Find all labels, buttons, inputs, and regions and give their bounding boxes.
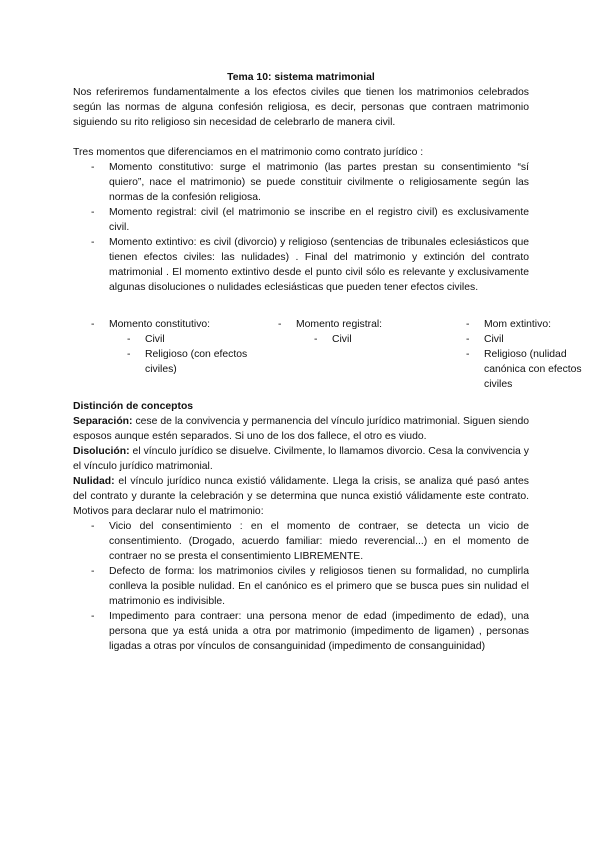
- list-item: - Momento extintivo: es civil (divorcio) y religioso (sentencias de tribunales eclesiásticos que tienen efectos civiles: las nulidades) . Final del matrimonio y extinción del contrato matrimonial . El momento extintivo desde el punto civil sólo es relevante y exclusivamente algunas disoluciones o nulidades eclesiásticas que pueden tener efectos civiles.: [73, 235, 529, 295]
- definition: el vínculo jurídico se disuelve. Civilmente, lo llamamos divorcio. Cesa la convivencia y el vínculo jurídico matrimonial.: [73, 446, 529, 472]
- concepts-heading: Distinción de conceptos: [73, 401, 194, 412]
- column-head: - Momento registral:: [260, 317, 450, 332]
- term: Separación:: [73, 416, 133, 427]
- list-item: - Momento registral: civil (el matrimonio se inscribe en el registro civil) es exclusivamente civil.: [73, 205, 529, 235]
- list-item: - Vicio del consentimiento : en el momento de contraer, se detecta un vicio de consentimiento. (Drogado, acuerdo familiar: miedo reverencial...) en el momento de contraer no se presta el consentimiento LIBREMENTE.: [73, 519, 529, 564]
- list-item: - Civil: [466, 332, 600, 347]
- moments-intro: Tres momentos que diferenciamos en el matrimonio como contrato jurídico :: [73, 147, 424, 158]
- definition: el vínculo jurídico nunca existió válidamente. Llega la crisis, se analiza qué pasó antes del contrato y durante la celebración y se determina que nunca existió válidamente este contrato. Motivos para declarar nulo el matrimonio:: [73, 476, 529, 517]
- page-title: Tema 10: sistema matrimonial: [227, 72, 375, 83]
- column-registral: [260, 317, 450, 347]
- column-constitutivo: [73, 317, 263, 377]
- column-head: - Mom extintivo:: [466, 317, 600, 332]
- column-list: [466, 332, 600, 392]
- list-item: - Impedimento para contraer: una persona menor de edad (impedimento de edad), una persona que ya está unida a otra por matrimonio (impedimento de ligamen) , personas ligadas a otras por vínculos de consanguinidad (impedimento de consanguinidad): [73, 609, 529, 654]
- list-item: - Religioso (con efectos civiles): [73, 347, 263, 377]
- term: Nulidad:: [73, 476, 115, 487]
- spacer: [73, 130, 529, 145]
- column-list: [73, 332, 263, 377]
- motivos-list: [73, 519, 529, 654]
- moments-list: [73, 160, 529, 295]
- column-head: - Momento constitutivo:: [73, 317, 263, 332]
- disolucion-paragraph: [73, 444, 529, 474]
- intro-paragraph: Nos referiremos fundamentalmente a los efectos civiles que tienen los matrimonios celebrados según las normas de alguna confesión religiosa, es decir, personas que contraen matrimonio siguiendo su rito religioso sin necesidad de celebrarlo de manera civil.: [73, 87, 529, 128]
- definition: cese de la convivencia y permanencia del vínculo jurídico matrimonial. Siguen siendo esposos aunque estén separados. Si uno de los dos fallece, el otro es viudo.: [73, 416, 529, 442]
- document-page: [73, 70, 582, 654]
- separacion-paragraph: [73, 414, 529, 444]
- list-item: - Civil: [260, 332, 450, 347]
- nulidad-paragraph: [73, 474, 529, 519]
- list-item: - Civil: [73, 332, 263, 347]
- column-list: [260, 332, 450, 347]
- list-item: - Defecto de forma: los matrimonios civiles y religiosos tienen su formalidad, no cumplirla conlleva la posible nulidad. En el canónico es el primero que se busca pues sin nulidad el matrimonio es indivisible.: [73, 564, 529, 609]
- list-item: - Religioso (nulidad canónica con efectos civiles: [466, 347, 600, 392]
- list-item: - Momento constitutivo: surge el matrimonio (las partes prestan su consentimiento “sí quiero”, nace el matrimonio) se puede constituir civilmente o religiosamente según las normas de la confesión religiosa.: [73, 160, 529, 205]
- moments-columns: [73, 317, 582, 390]
- column-extintivo: [466, 317, 600, 392]
- term: Disolución:: [73, 446, 130, 457]
